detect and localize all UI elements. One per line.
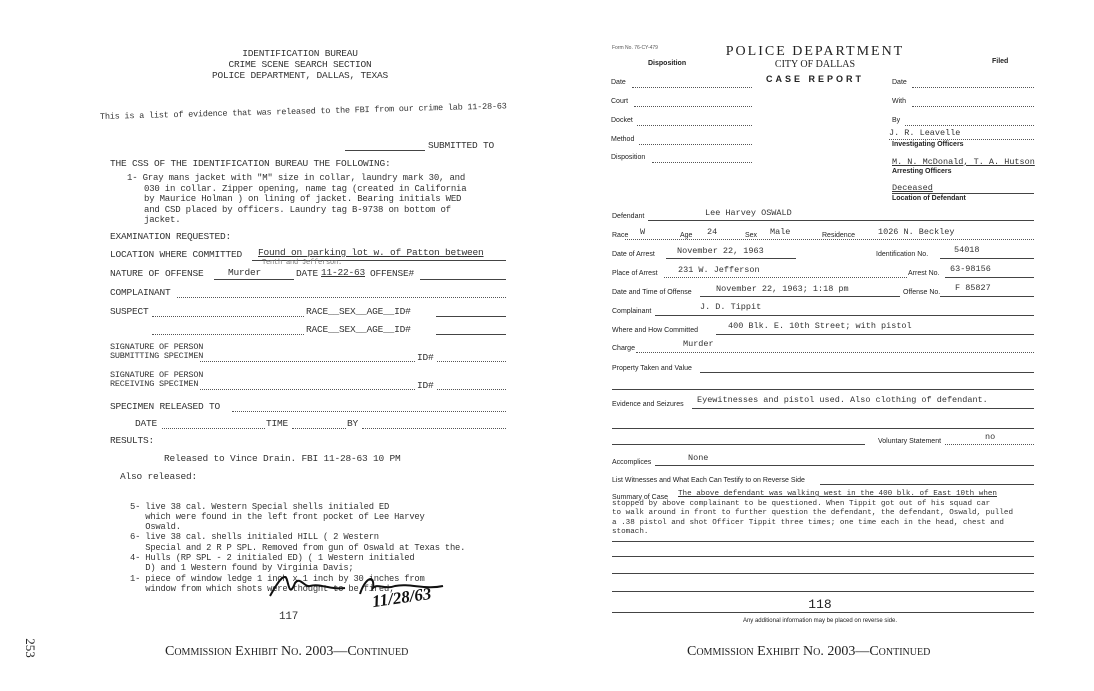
nature-value: Murder [228,267,262,278]
defendant-value: Lee Harvey OSWALD [705,208,792,218]
offense-datetime-label: Date and Time of Offense [612,289,692,296]
defendant-label: Defendant [612,213,645,220]
offense-label: OFFENSE# [370,268,415,279]
place-value: 231 W. Jefferson [678,265,760,275]
investigating-value: J. R. Leavelle [889,128,961,138]
field-label: Docket [611,117,633,124]
following-text: THE CSS OF THE IDENTIFICATION BUREAU THE FOLLOWING: [110,158,391,169]
id-label: ID# [417,380,434,391]
arrest-date-value: November 22, 1963 [677,246,764,256]
suspect-label: SUSPECT [110,306,149,317]
signature-date: 11/28/63 [370,583,433,612]
field-label: Disposition [611,154,646,161]
complainant-label: COMPLAINANT [110,287,171,298]
witnesses-label: List Witnesses and What Each Can Testify to on Reverse Side [612,477,805,484]
also-released-label: Also released: [120,471,198,482]
footer-note: Any additional information may be placed on reverse side. [742,618,898,624]
offense-no-value: F 85827 [955,283,991,293]
item-1: 1- Gray mans jacket with "M" size in collar, laundry mark 30, and 030 in collar. Zipper opening, name tag (created in California by Maurice Holman ) on lining of jacket. Bearing initials WED and CSD placed by officers. Laundry tag B-9738 on bottom of jacket. [127,173,467,225]
case-summary: The above defendant was walking west in the 400 blk. of East 10th when stopped by above complainant to be questioned. When Tippit got out of his squad car to walk around in front to further question the defendant, the defendant, Oswald, pulled a .38 pistol and shot Officer Tippit three times; one time each in the head, chest and stomach. [612,490,1014,537]
voluntary-label: Voluntary Statement [878,438,942,445]
city-label: CITY OF DALLAS [774,59,856,70]
residence-value: 1026 N. Beckley [878,227,955,237]
field-label: Date [611,79,626,86]
suspect-attrs-2: RACE__SEX__AGE__ID# [306,324,411,335]
accomplices-value: None [688,453,709,463]
accomplices-label: Accomplices [612,459,652,466]
disposition-heading: Disposition [648,60,687,67]
form-header [200,48,400,81]
charge-label: Charge [612,345,635,352]
field-label: By [892,117,901,124]
doc-number: 117 [279,611,299,623]
field-label: Method [611,136,635,143]
sex-label: Sex [745,232,758,239]
location-value-2: Tenth and Jefferson. [262,259,343,267]
evidence-label: Evidence and Seizures [612,401,684,408]
exhibit-caption: Commission Exhibit No. 2003—Continued [165,644,409,659]
age-value: 24 [707,227,718,237]
offense-datetime-value: November 22, 1963; 1:18 pm [716,284,849,294]
released-to-label: SPECIMEN RELEASED TO [110,401,221,412]
time-label: TIME [266,418,289,429]
results-label: RESULTS: [110,435,155,446]
ident-value: 54018 [954,245,980,255]
complainant-value: J. D. Tippit [700,302,762,312]
filed-heading: Filed [992,58,1009,65]
arresting-value: M. N. McDonald, T. A. Hutson [892,157,1035,167]
field-label: With [892,98,906,105]
form-title: POLICE DEPARTMENT [725,44,905,59]
also-released-list: 5- live 38 cal. Western Special shells initialed ED which were found in the left front pocket of Lee Harvey Oswald. 6- live 38 cal. shells initialed HILL ( 2 Western Special and 2 R P SPL. Removed from gun of Oswald at Texas the. 4- Hulls (RP SPL - 2 initialed ED) ( 1 Western initialed D) and 1 Western found by Virginia Davis; 1- piece of window ledge 1 inch x 1 inch by 30 inches from window from which shots were thought to be fired; [130,501,466,594]
voluntary-value: no [985,432,996,442]
by-label: BY [347,418,359,429]
header-line: IDENTIFICATION BUREAU [242,48,358,59]
report-label: CASE REPORT [765,74,864,84]
id-label: ID# [417,352,434,363]
intro-text: This is a list of evidence that was released to the FBI from our crime lab 11-28-63 [99,101,507,122]
ident-label: Identification No. [876,251,929,258]
form-number: Form No. 76-CY-479 [612,45,658,51]
exam-requested-label: EXAMINATION REQUESTED: [110,231,232,242]
date-label: DATE [296,268,319,279]
offense-no-label: Offense No. [903,289,941,296]
field-label: Court [611,98,629,105]
where-label: Where and How Committed [612,327,698,334]
evidence-value: Eyewitnesses and pistol used. Also clothing of defendant. [697,395,988,405]
location-value: Deceased [892,183,933,193]
header-line: CRIME SCENE SEARCH SECTION [228,59,372,70]
sig-submit-label: SIGNATURE OF PERSON SUBMITTING SPECIMEN [110,342,204,361]
doc-number: 118 [808,597,832,612]
nature-label: NATURE OF OFFENSE [110,268,204,279]
results-value: Released to Vince Drain. FBI 11-28-63 10 PM [164,453,401,464]
complainant-label: Complainant [612,308,652,315]
location-label: Location of Defendant [892,195,966,202]
arrest-no-value: 63-98156 [950,264,991,274]
suspect-attrs: RACE__SEX__AGE__ID# [306,306,411,317]
arresting-label: Arresting Officers [892,168,952,175]
place-label: Place of Arrest [612,270,658,277]
sex-value: Male [770,227,791,237]
page-number: 253 [22,638,38,658]
where-value: 400 Blk. E. 10th Street; with pistol [728,321,912,331]
date-value: 11-22-63 [321,267,366,278]
field-label: Date [892,79,907,86]
property-label: Property Taken and Value [612,365,692,372]
sig-receive-label: SIGNATURE OF PERSON RECEIVING SPECIMEN [110,370,204,389]
summary-label: Summary of Case [612,494,669,501]
residence-label: Residence [822,232,856,239]
header-line: POLICE DEPARTMENT, DALLAS, TEXAS [211,70,389,81]
arrest-no-label: Arrest No. [908,270,940,277]
exhibit-caption: Commission Exhibit No. 2003—Continued [687,644,931,659]
investigating-label: Investigating Officers [892,141,964,148]
arrest-date-label: Date of Arrest [612,251,655,258]
submitted-to-label: SUBMITTED TO [428,140,495,151]
race-label: Race [612,232,629,239]
charge-value: Murder [683,339,714,349]
location-value: Found on parking lot w. of Patton between [258,247,484,258]
location-label: LOCATION WHERE COMMITTED [110,249,243,260]
age-label: Age [680,232,693,239]
race-value: W [640,227,646,237]
date-label: DATE [135,418,158,429]
